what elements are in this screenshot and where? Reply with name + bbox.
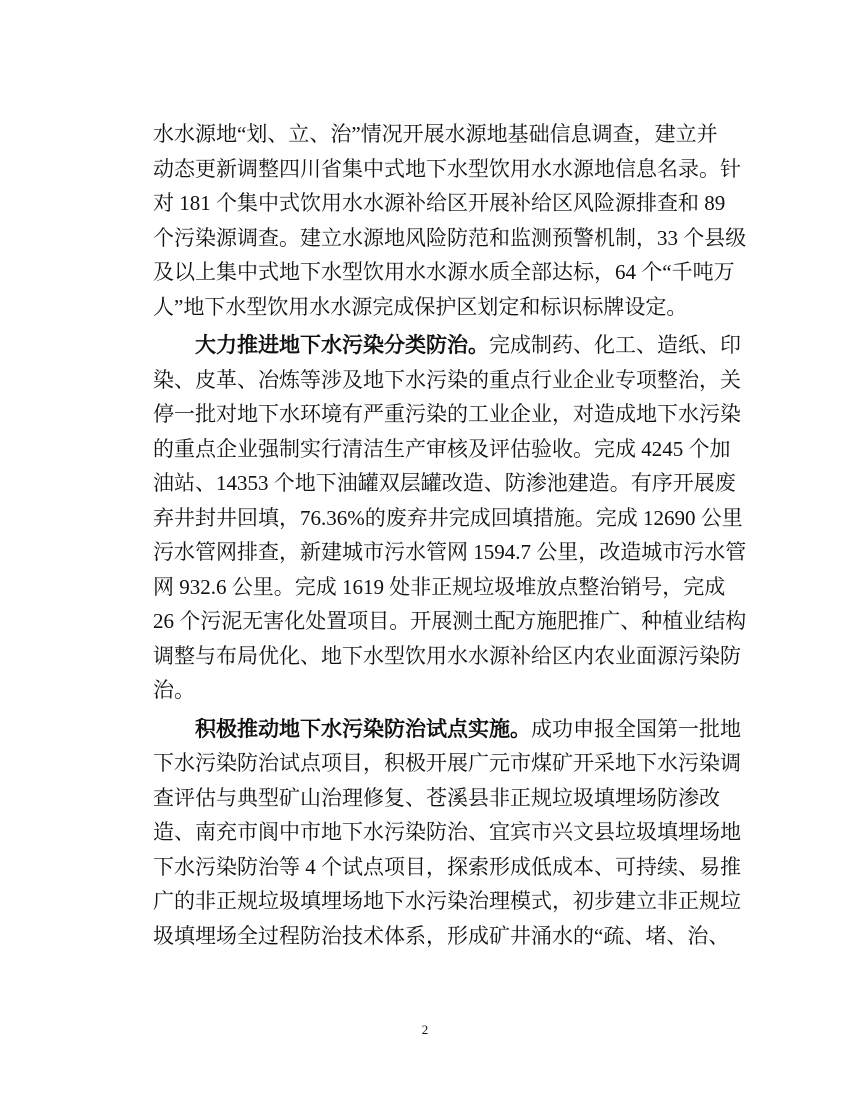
text-run: 完成制药、化工、造纸、印 (489, 333, 741, 357)
text-line: 查评估与典型矿山治理修复、苍溪县非正规垃圾填埋场防渗改 (153, 785, 720, 810)
text-line (153, 712, 741, 747)
page-number: 2 (421, 1022, 429, 1037)
text-line: 造、南充市阆中市地下水污染防治、宜宾市兴文县垃圾填埋场地 (153, 820, 741, 844)
text-line: 广的非正规垃圾填埋场地下水污染治理模式，初步建立非正规垃 (153, 889, 741, 913)
text-line: 下水污染防治等 4 个试点项目，探索形成低成本、可持续、易推 (153, 854, 741, 879)
text-line: 人”地下水型饮用水水源完成保护区划定和标识标牌设定。 (153, 294, 688, 319)
text-line: 油站、14353 个地下油罐双层罐改造、防渗池建造。有序开展废 (153, 471, 736, 495)
text-line: 治。 (153, 678, 195, 702)
paragraph-classified-prevention (153, 328, 747, 708)
paragraph-water-source (153, 117, 747, 324)
paragraph-heading: 大力推进地下水污染分类防治。 (195, 333, 489, 357)
text-line: 动态更新调整四川省集中式地下水型饮用水水源地信息名录。针 (153, 156, 741, 181)
text-line: 染、皮革、冶炼等涉及地下水污染的重点行业企业专项整治，关 (153, 367, 741, 392)
text-line: 下水污染防治试点项目，积极开展广元市煤矿开采地下水污染调 (153, 751, 741, 775)
text-line: 污水管网排查，新建城市污水管网 1594.7 公里，改造城市污水管 (153, 540, 747, 564)
text-line: 弃井封井回填，76.36%的废弃井完成回填措施。完成 12690 公里 (153, 505, 743, 530)
text-line: 26 个污泥无害化处置项目。开展测土配方施肥推广、种植业结构 (153, 609, 747, 633)
paragraph-pilot-projects (153, 712, 741, 954)
text-line: 的重点企业强制实行清洁生产审核及评估验收。完成 4245 个加 (153, 436, 731, 461)
text-line: 调整与布局优化、地下水型饮用水水源补给区内农业面源污染防 (153, 643, 741, 668)
text-line: 水水源地“划、立、治”情况开展水源地基础信息调查，建立并 (153, 122, 718, 146)
text-line: 个污染源调查。建立水源地风险防范和监测预警机制，33 个县级 (153, 225, 747, 250)
text-run: 成功申报全国第一批地 (531, 716, 741, 741)
document-body (153, 117, 747, 957)
text-line: 网 932.6 公里。完成 1619 处非正规垃圾堆放点整治销号，完成 (153, 574, 726, 599)
text-line: 停一批对地下水环境有严重污染的工业企业，对造成地下水污染 (153, 402, 741, 426)
paragraph-heading: 积极推动地下水污染防治试点实施。 (195, 716, 531, 741)
text-line (153, 328, 741, 363)
text-line: 圾填埋场全过程防治技术体系，形成矿井涌水的“疏、堵、治、 (153, 923, 730, 948)
text-line: 对 181 个集中式饮用水水源补给区开展补给区风险源排查和 89 (153, 191, 726, 215)
text-line: 及以上集中式地下水型饮用水水源水质全部达标，64 个“千吨万 (153, 260, 735, 284)
